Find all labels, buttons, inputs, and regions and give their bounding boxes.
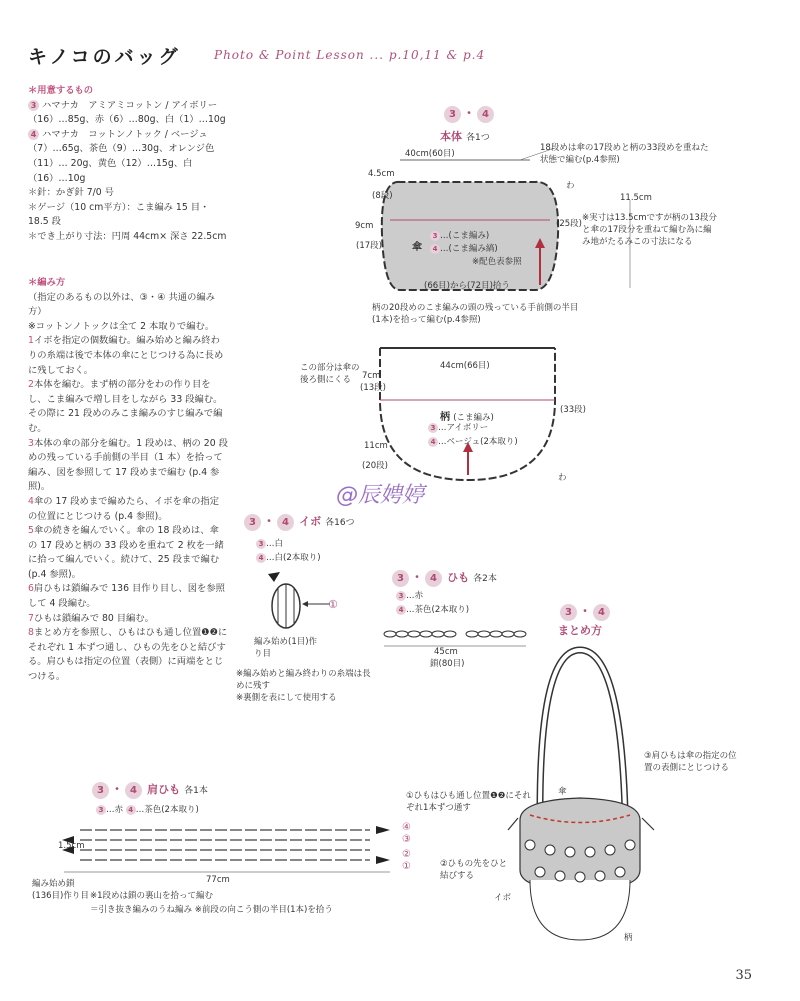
assembly-note-2: ②ひもの先をひと結びする bbox=[440, 859, 508, 881]
finished-size: ＊でき上がり寸法：円周 44cm× 深さ 22.5cm bbox=[28, 230, 227, 242]
method-step: 3本体の傘の部分を編む。1 段めは、柄の 20 段めの残っている手前側の半目（1 本）を拾って編み、図を参照して 17 段めまで編む (p.4 参照)。 bbox=[28, 437, 228, 493]
shoulder-length: 77cm bbox=[206, 875, 230, 885]
stem-dim3: (33段) bbox=[560, 405, 586, 415]
stem-color-3: 3 …アイボリー bbox=[428, 422, 488, 434]
stem-wa: わ bbox=[558, 473, 567, 483]
shoulder-note2: ＝引き抜き編みのうね編み ※前段の向こう側の半目(1本)を拾う bbox=[90, 905, 333, 915]
method-step: 6肩ひもは鎖編みで 136 目作り目し、図を参照して 4 段編む。 bbox=[28, 583, 225, 610]
body-dim1b: (8段) bbox=[372, 191, 393, 201]
himo-length: 45cm bbox=[434, 647, 458, 657]
page-number: 35 bbox=[735, 968, 752, 983]
assembly-ibo: イボ bbox=[494, 893, 512, 903]
page-subtitle: Photo & Point Lesson ... p.10,11 & p.4 bbox=[214, 48, 486, 62]
ibo-note1: ※編み始めと編み終わりの糸端は長めに残す bbox=[236, 669, 371, 691]
ibo-start: 編み始め(1目)作り目 bbox=[254, 637, 318, 659]
method-note: ※コットンノトックは全て 2 本取りで編む。 bbox=[28, 320, 215, 332]
stem-dim2: 11cm bbox=[364, 441, 388, 451]
shoulder-row-1: ① bbox=[402, 861, 411, 872]
body-part-kasa: 傘 bbox=[412, 242, 422, 253]
method-step: 7ひもは鎖編みで 80 目編む。 bbox=[28, 612, 154, 624]
assembly-note-1: ①ひもはひも通し位置❶❷にそれぞれ1本ずつ通す bbox=[406, 791, 531, 813]
method-steps bbox=[28, 334, 228, 684]
shoulder-row-2: ② bbox=[402, 849, 411, 860]
body-yarn-3: 3 …(こま編み) bbox=[430, 230, 489, 242]
body-dim1: 4.5cm bbox=[368, 169, 395, 179]
method-intro: （指定のあるもの以外は、③・④ 共通の編み方） bbox=[28, 291, 215, 318]
method-step: 2本体を編む。まず柄の部分をわの作り目をし、こま編みで増し目をしながら 33 段編む。その際に 21 段めのみこま編みのすじ編みで編む。 bbox=[28, 379, 223, 434]
himo-title: 3 ・ 4 ひも 各2本 bbox=[392, 566, 497, 587]
body-yarn-4: 4 …(こま編み縞) bbox=[430, 243, 498, 255]
ibo-color-3: 3 …白 bbox=[256, 538, 283, 550]
page-title: キノコのバッグ bbox=[28, 46, 181, 68]
material-4: 4 ハマナカ コットンノトック / ベージュ（7）…65g、茶色（9）…30g、オレンジ色（11）… 20g、黄色（12）…15g、白（16）…10g bbox=[28, 128, 215, 184]
stem-part: 柄 (こま編み) bbox=[440, 412, 494, 423]
assembly-title: まとめ方 bbox=[558, 624, 602, 637]
stem-dim2b: (20段) bbox=[362, 461, 388, 471]
assembly-label: 3 ・ 4 bbox=[560, 600, 610, 621]
stem-dim1: 7cm bbox=[362, 371, 381, 381]
body-dim2b: (17段) bbox=[356, 241, 382, 251]
body-side-dim: 11.5cm bbox=[620, 193, 652, 203]
shoulder-note1: ※1段めは鎖の裏山を拾って編む bbox=[90, 891, 214, 901]
assembly-kasa: 傘 bbox=[558, 787, 567, 797]
body-note-top: 18段めは傘の17段めと柄の33段めを重ねた状態で編む(p.4参照) bbox=[540, 143, 709, 165]
watermark: @辰娉婷 bbox=[336, 483, 425, 508]
shoulder-start: 編み始め鎖(136目)作り目 bbox=[32, 879, 89, 901]
method-step: 4傘の 17 段めまで編めたら、イボを傘の指定の位置にとじつける (p.4 参照)。 bbox=[28, 495, 220, 522]
stem-color-4: 4 …ベージュ(2本取り) bbox=[428, 436, 518, 448]
himo-color-4: 4 …茶色(2本取り) bbox=[396, 604, 469, 616]
shoulder-row-4: ④ bbox=[402, 822, 411, 833]
ibo-title: 3 ・ 4 イボ 各16つ bbox=[244, 510, 355, 531]
shoulder-colors: 3 …赤 4 …茶色(2本取り) bbox=[96, 804, 199, 816]
shoulder-width: 1.5cm bbox=[58, 841, 85, 851]
assembly-note-3: ③肩ひもは傘の指定の位置の表側にとじつける bbox=[644, 751, 737, 773]
shoulder-title: 3 ・ 4 肩ひも 各1本 bbox=[92, 778, 208, 799]
shoulder-row-3: ③ bbox=[402, 834, 411, 845]
body-title: 本体 各1つ bbox=[440, 130, 490, 143]
body-note-side: ※実寸は13.5cmですが柄の13段分と傘の17段分を重ねて編む為に編み地がたるみこの寸法になる bbox=[582, 213, 717, 247]
body-bottom: (66目)から(72目)拾う bbox=[424, 281, 510, 291]
body-ref: ※配色表参照 bbox=[472, 257, 522, 267]
material-3: 3 ハマナカ アミアミコットン / アイボリー（16）…85g、赤（6）…80g、白（1）…10g bbox=[28, 99, 226, 126]
body-width: 40cm(60目) bbox=[405, 149, 455, 159]
method-step: 8まとめ方を参照し、ひもはひも通し位置❶❷にそれぞれ 1 本ずつ通し、ひもの先をひと結びする。肩ひもは指定の位置（表側）に両端をとじつける。 bbox=[28, 627, 228, 683]
ibo-color-4: 4 …白(2本取り) bbox=[256, 552, 321, 564]
method-step: 1イボを指定の個数編む。編み始めと編み終わりの糸端は後で本体の傘にとじつける為に長めに残しておく。 bbox=[28, 335, 224, 376]
materials-heading: ＊用意するもの bbox=[28, 85, 94, 96]
body-note-bottom: 柄の20段めのこま編みの頭の残っている手前側の半目(1本)を拾って編む(p.4参照) bbox=[372, 303, 579, 325]
stem-width: 44cm(66目) bbox=[440, 361, 490, 371]
stem-dim1b: (13段) bbox=[360, 383, 386, 393]
shoulder-diagram bbox=[60, 820, 400, 876]
body-label: 3 ・ 4 bbox=[444, 102, 494, 123]
body-wa: わ bbox=[566, 181, 575, 191]
assembly-stem: 柄 bbox=[624, 933, 633, 943]
gauge: ＊ゲージ（10 cm平方）：こま編み 15 目・18.5 段 bbox=[28, 201, 210, 228]
method-heading: ＊編み方 bbox=[28, 277, 66, 288]
body-dim2: 9cm bbox=[355, 221, 374, 231]
body-dim3: (25段) bbox=[556, 219, 582, 229]
ibo-diagram bbox=[258, 568, 338, 638]
needle: ＊針：かぎ針 7/0 号 bbox=[28, 187, 114, 199]
materials-section bbox=[28, 84, 228, 245]
himo-chain-count: 鎖(80目) bbox=[430, 659, 465, 669]
ibo-note2: ※裏側を表にして使用する bbox=[236, 693, 337, 703]
stem-note: この部分は傘の後ろ側にくる bbox=[300, 363, 360, 385]
method-step: 5傘の続きを編んでいく。傘の 18 段めは、傘の 17 段めと柄の 33 段めを重ねて 2 枚を一緒に拾って編んでいく。続けて、25 段まで編む (p.4 参照)。 bbox=[28, 525, 224, 580]
ibo-round-1: ① bbox=[328, 598, 338, 611]
method-section bbox=[28, 276, 228, 685]
himo-color-3: 3 …赤 bbox=[396, 590, 423, 602]
